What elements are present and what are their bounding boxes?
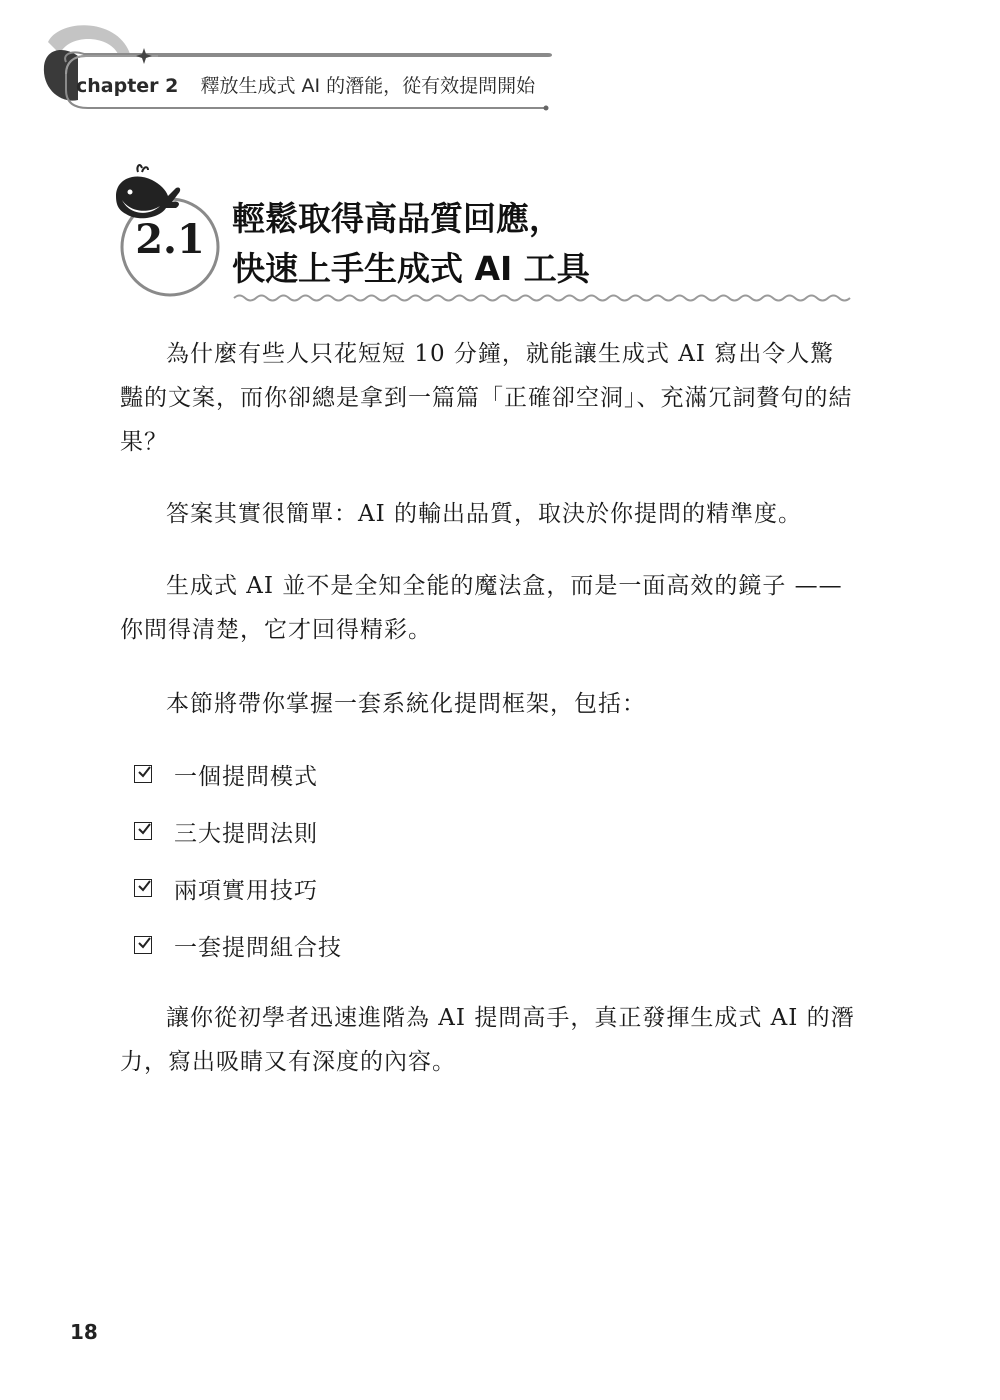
- checkbox-checked-icon: [134, 936, 152, 954]
- checklist-item: [134, 756, 318, 792]
- checklist-item-label: 兩項實用技巧: [174, 877, 318, 904]
- checklist-item-label: 一套提問組合技: [174, 934, 342, 961]
- section-title-line2: 快速上手生成式 AI 工具: [232, 249, 590, 288]
- section-title-line1: 輕鬆取得高品質回應，: [232, 199, 562, 238]
- wave-underline: [232, 288, 856, 308]
- chapter-label: chapter 2: [76, 75, 179, 97]
- section-title: [232, 194, 872, 294]
- body-paragraph: 讓你從初學者迅速進階為 AI 提問高手，真正發揮生成式 AI 的潛力，寫出吸睛又有深度的內容。: [120, 1005, 855, 1075]
- body-paragraph: 生成式 AI 並不是全知全能的魔法盒，而是一面高效的鏡子 —— 你問得清楚，它才回得精彩。: [120, 573, 843, 643]
- body-paragraph: 答案其實很簡單：AI 的輸出品質，取決於你提問的精準度。: [166, 501, 803, 527]
- page-number: 18: [70, 1320, 98, 1344]
- checklist-item: [134, 870, 318, 906]
- body-paragraph: 為什麼有些人只花短短 10 分鐘，就能讓生成式 AI 寫出令人驚豔的文案，而你卻總是拿到一篇篇「正確卻空洞」、充滿冗詞贅句的結果？: [120, 341, 853, 455]
- checkbox-checked-icon: [134, 822, 152, 840]
- checklist-item: [134, 813, 318, 849]
- running-header: [76, 71, 535, 101]
- checklist-item: [134, 927, 342, 963]
- chapter-title: 釋放生成式 AI 的潛能，從有效提問開始: [200, 75, 536, 97]
- section-number: 2.1: [135, 216, 205, 263]
- header-ribbon-decoration: [38, 20, 558, 120]
- checkbox-checked-icon: [134, 879, 152, 897]
- checklist-item-label: 一個提問模式: [174, 763, 318, 790]
- sparkle-icon: [136, 48, 152, 64]
- checklist-item-label: 三大提問法則: [174, 820, 318, 847]
- body-paragraph: 本節將帶你掌握一套系統化提問框架，包括：: [166, 691, 646, 717]
- checkbox-checked-icon: [134, 765, 152, 783]
